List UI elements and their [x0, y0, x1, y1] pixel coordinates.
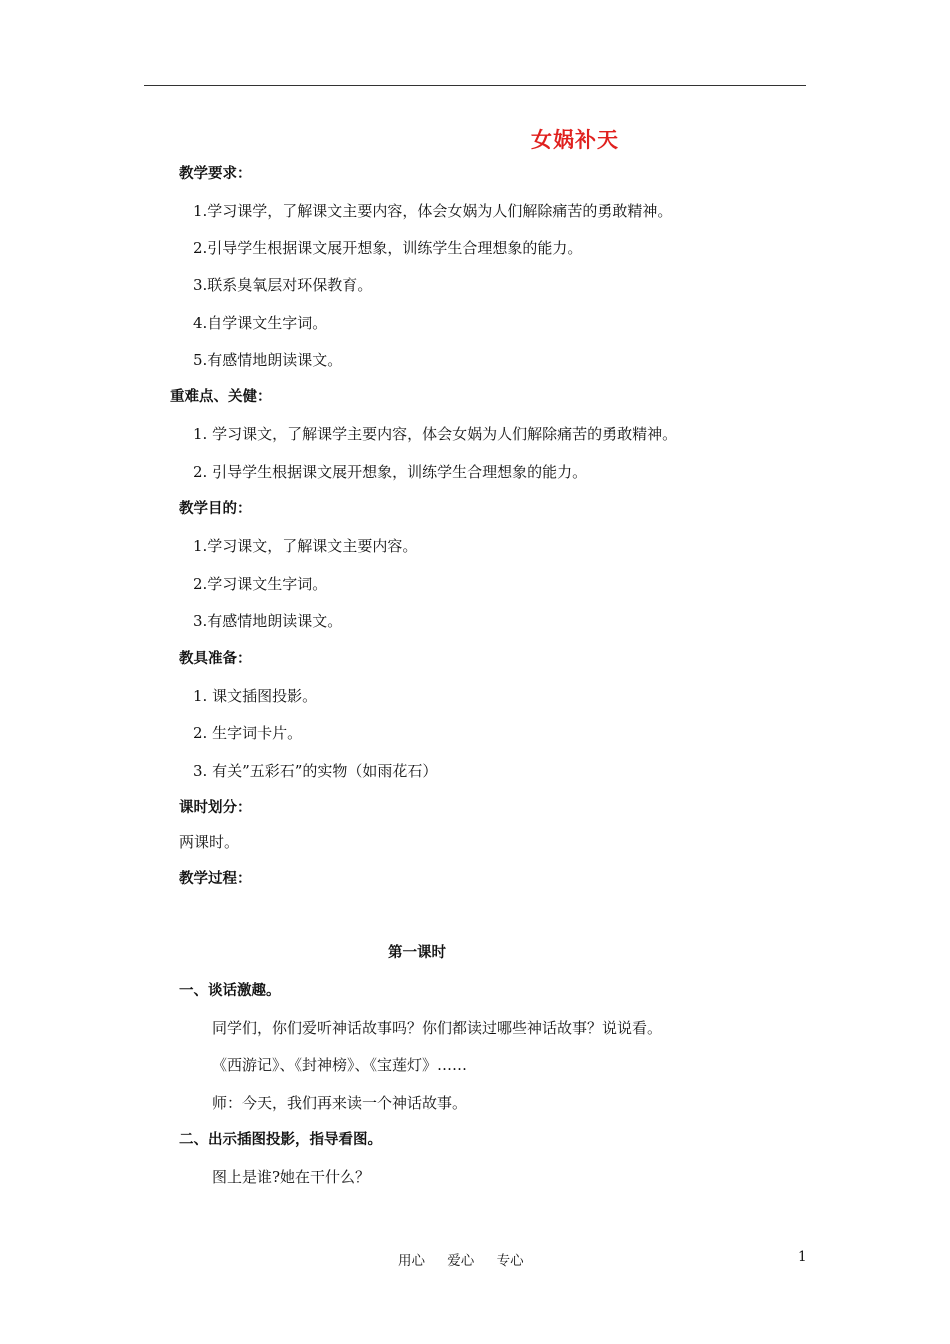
paragraph: 图上是谁?她在干什么？ — [212, 1168, 371, 1186]
list-item: 3.有感情地朗读课文。 — [193, 612, 343, 630]
lesson-heading: 第一课时 — [388, 945, 446, 961]
list-item: 1. 学习课文，了解课学主要内容，体会女娲为人们解除痛苦的勇敢精神。 — [193, 425, 678, 443]
list-item: 2. 引导学生根据课文展开想象，训练学生合理想象的能力。 — [193, 463, 588, 481]
list-item: 2. 生字词卡片。 — [193, 724, 303, 742]
list-item: 1. 课文插图投影。 — [193, 687, 318, 705]
section-heading-key-points: 重难点、关健： — [170, 389, 272, 405]
section-heading-materials: 教具准备： — [179, 651, 252, 667]
section-heading-periods: 课时划分： — [179, 800, 252, 816]
section-heading-objectives: 教学目的： — [179, 501, 252, 517]
section-heading-process: 教学过程： — [179, 871, 252, 887]
list-item: 3.联系臭氧层对环保教育。 — [193, 276, 373, 294]
paragraph: 《西游记》、《封神榜》、《宝莲灯》…… — [212, 1056, 468, 1074]
list-item: 2.引导学生根据课文展开想象，训练学生合理想象的能力。 — [193, 239, 583, 257]
list-item: 2.学习课文生字词。 — [193, 575, 328, 593]
footer-word: 爱心 — [447, 1253, 475, 1269]
header-rule — [144, 85, 806, 86]
paragraph: 师：今天，我们再来读一个神话故事。 — [212, 1094, 468, 1112]
list-item: 1.学习课学，了解课文主要内容，体会女娲为人们解除痛苦的勇敢精神。 — [193, 202, 673, 220]
list-item: 3. 有关”五彩石”的实物（如雨花石） — [193, 762, 438, 780]
list-item: 4.自学课文生字词。 — [193, 314, 328, 332]
footer-word: 用心 — [398, 1253, 425, 1269]
periods-text: 两课时。 — [179, 833, 240, 851]
part-heading: 一、谈话激趣。 — [179, 983, 281, 999]
section-heading-requirements: 教学要求： — [179, 166, 252, 182]
list-item: 1.学习课文，了解课文主要内容。 — [193, 537, 418, 555]
list-item: 5.有感情地朗读课文。 — [193, 351, 343, 369]
page-number: 1 — [798, 1249, 807, 1265]
paragraph: 同学们，你们爱听神话故事吗？你们都读过哪些神话故事？说说看。 — [212, 1019, 663, 1037]
footer-word: 专心 — [496, 1253, 524, 1269]
page-footer — [398, 1249, 542, 1269]
part-heading: 二、出示插图投影，指导看图。 — [179, 1132, 382, 1148]
document-title: 女娲补天 — [531, 128, 619, 152]
